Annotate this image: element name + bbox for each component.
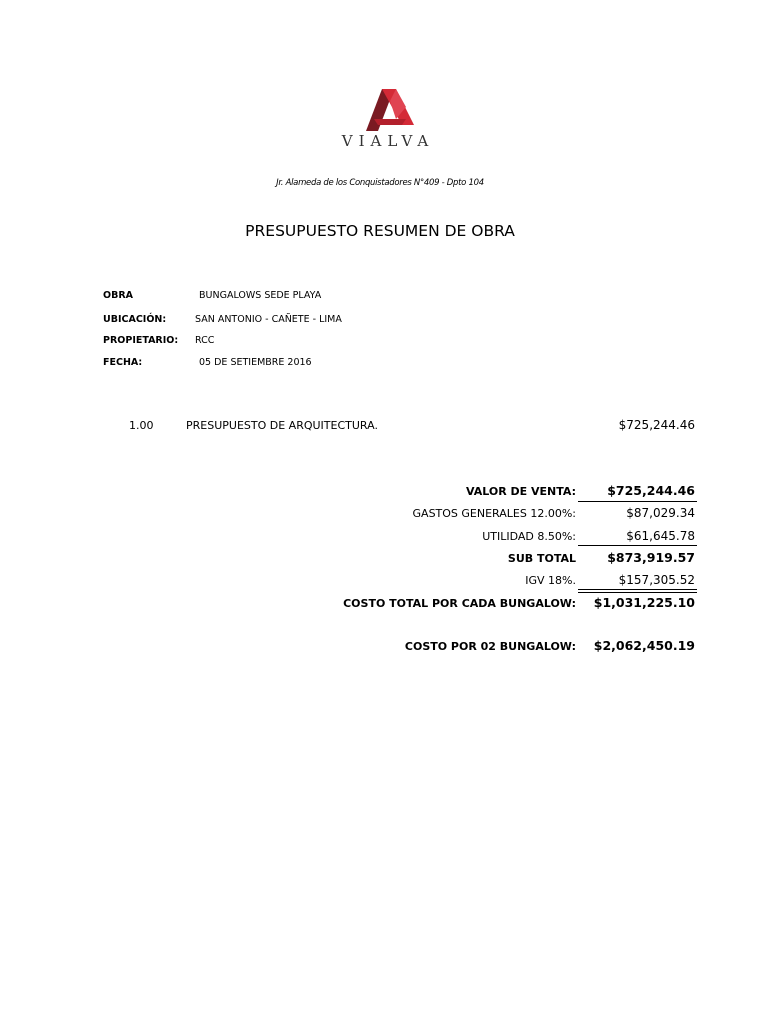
propietario-label: PROPIETARIO: <box>103 335 179 346</box>
propietario-value: RCC <box>195 335 215 346</box>
valor-venta-label: VALOR DE VENTA: <box>465 485 576 498</box>
item-amount: $725,244.46 <box>618 418 695 432</box>
item-number: 1.00 <box>129 419 154 432</box>
igv-amount: $157,305.52 <box>618 573 695 587</box>
fecha-label: FECHA: <box>103 357 143 368</box>
item-description: PRESUPUESTO DE ARQUITECTURA. <box>186 419 378 432</box>
ubicacion-value: SAN ANTONIO - CAÑETE - LIMA <box>195 314 342 325</box>
valor-venta-amount: $725,244.46 <box>607 483 695 498</box>
fecha-value: 05 DE SETIEMBRE 2016 <box>199 357 312 368</box>
subtotal-label: SUB TOTAL <box>507 552 576 565</box>
costo-total-label: COSTO TOTAL POR CADA BUNGALOW: <box>343 597 576 610</box>
company-address: Jr. Alameda de los Conquistadores N°409 - Dpto 104 <box>276 178 484 188</box>
page-title: PRESUPUESTO RESUMEN DE OBRA <box>245 222 515 240</box>
gastos-generales-label: GASTOS GENERALES 12.00%: <box>412 507 576 520</box>
utilidad-amount: $61,645.78 <box>626 529 695 543</box>
costo-02-bungalow-label: COSTO POR 02 BUNGALOW: <box>404 640 576 653</box>
gastos-generales-amount: $87,029.34 <box>626 506 695 520</box>
brand-name: VIALVA <box>341 132 435 150</box>
subtotal-amount: $873,919.57 <box>607 550 695 565</box>
costo-02-bungalow-amount: $2,062,450.19 <box>593 638 695 653</box>
vialva-logo-icon <box>366 89 414 131</box>
divider <box>578 545 697 546</box>
double-divider <box>578 589 697 593</box>
costo-total-amount: $1,031,225.10 <box>593 595 695 610</box>
obra-value: BUNGALOWS SEDE PLAYA <box>199 290 322 301</box>
igv-label: IGV 18%. <box>525 574 576 587</box>
ubicacion-label: UBICACIÓN: <box>103 314 167 325</box>
divider <box>578 501 697 502</box>
obra-label: OBRA <box>103 290 133 301</box>
utilidad-label: UTILIDAD 8.50%: <box>482 530 576 543</box>
